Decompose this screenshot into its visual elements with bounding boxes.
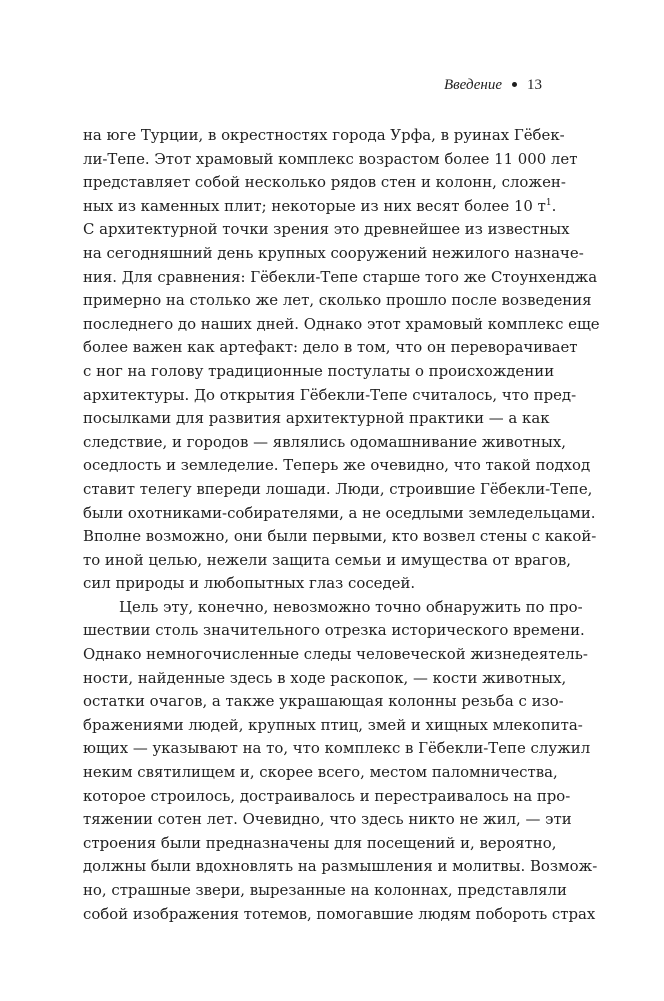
text-line: неким святилищем и, скорее всего, местом паломничества, (83, 763, 558, 782)
text-line: Цель эту, конечно, невозможно точно обнаружить по про- (119, 597, 583, 616)
text-line: ния. Для сравнения: Гёбекли-Тепе старше того же Стоунхенджа (83, 267, 598, 286)
text-line: примерно на столько же лет, сколько прошло после возведения (83, 291, 592, 310)
text-line: Вполне возможно, они были первыми, кто возвел стены с какой- (83, 527, 597, 546)
text-line: то иной целью, нежели защита семьи и имущества от врагов, (83, 550, 572, 569)
text-line-with-footnote: ных из каменных плит; некоторые из них весят более 10 $т^1$. (83, 196, 557, 215)
text-line: следствие, и городов — являлись одомашнивание животных, (83, 432, 566, 451)
text-line: представляет собой несколько рядов стен и колонн, сложен- (83, 173, 566, 192)
text-line: на сегодняшний день крупных сооружений нежилого назначе- (83, 243, 584, 262)
text-line: С архитектурной точки зрения это древнейшее из известных (83, 220, 570, 239)
text-line: архитектуры. До открытия Гёбекли-Тепе считалось, что пред- (83, 385, 577, 404)
text-line: бражениями людей, крупных птиц, змей и хищных млекопита- (83, 715, 583, 734)
text-line: с ног на голову традиционные постулаты о происхождении (83, 361, 555, 380)
text-line: последнего до наших дней. Однако этот храмовый комплекс еще (83, 314, 600, 333)
text-line: посылками для развития архитектурной практики — а как (83, 409, 550, 428)
text-line: тяжении сотен лет. Очевидно, что здесь никто не жил, — эти (83, 810, 572, 829)
paragraph-2 (83, 596, 598, 926)
section-title: Введение (444, 77, 502, 93)
text-line: ющих — указывают на то, что комплекс в Гёбекли-Тепе служил (83, 739, 591, 758)
running-head (444, 76, 542, 94)
bullet-separator (512, 82, 517, 87)
text-line: ности, найденные здесь в ходе раскопок, — кости животных, (83, 668, 567, 687)
text-line: на юге Турции, в окрестностях города Урфа, в руинах Гёбек- (83, 126, 565, 144)
text-line: Однако немногочисленные следы человеческой жизнедеятель- (83, 645, 588, 664)
text-line: которое строилось, достраивалось и перестраивалось на про- (83, 786, 571, 805)
text-line: оседлость и земледелие. Теперь же очевидно, что такой подход (83, 456, 591, 475)
text-line: были охотниками-собирателями, а не оседлыми земледельцами. (83, 503, 596, 522)
text-line: остатки очагов, а также украшающая колонны резьба с изо- (83, 692, 564, 711)
text-line-content: ных из каменных плит; некоторые из них весят более 10 т (83, 196, 546, 215)
text-line: строения были предназначены для посещений и, вероятно, (83, 833, 557, 852)
text-line: шествии столь значительного отрезка исторического времени. (83, 621, 585, 640)
paragraph-1 (83, 124, 600, 596)
text-line: более важен как артефакт: дело в том, что он переворачивает (83, 338, 578, 357)
text-line: собой изображения тотемов, помогавшие людям побороть страх (83, 904, 596, 923)
text-line: должны были вдохновлять на размышления и молитвы. Возмож- (83, 857, 598, 876)
text-line: но, страшные звери, вырезанные на колоннах, представляли (83, 881, 567, 899)
body-text (83, 124, 600, 926)
footnote-ref[interactable]: 1 (545, 197, 552, 208)
text-line: ставит телегу впереди лошади. Люди, строившие Гёбекли-Тепе, (83, 479, 593, 498)
text-line: сил природы и любопытных глаз соседей. (83, 574, 416, 593)
page-number: 13 (527, 77, 542, 93)
text-line: ли-Тепе. Этот храмовый комплекс возрастом более 11 000 лет (83, 149, 578, 168)
